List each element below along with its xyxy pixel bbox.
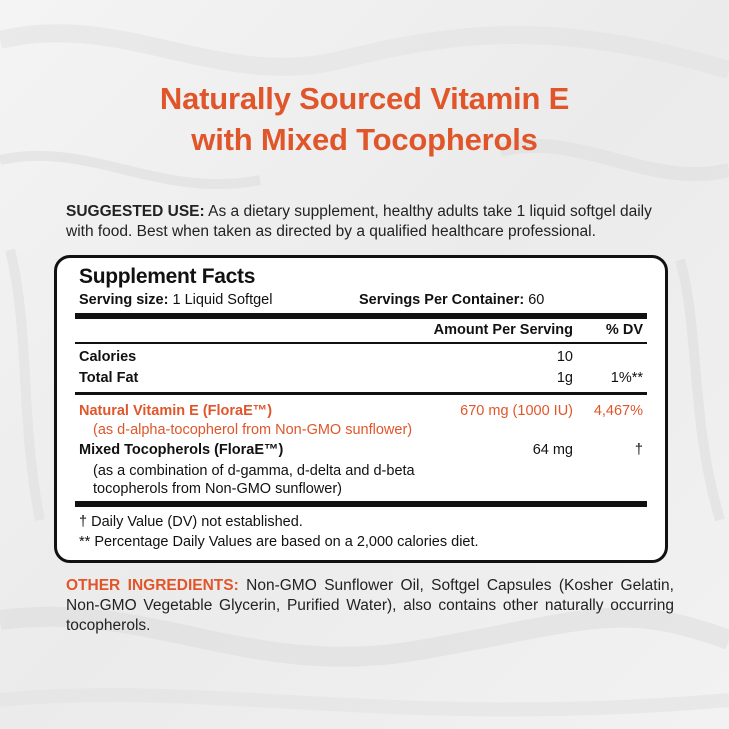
mixed-name: Mixed Tocopherols (FloraE™) [79,442,284,458]
mixed-dv: † [634,442,643,458]
page-title [0,78,729,160]
serving-info [79,292,643,308]
servings-label: Servings Per Container: [359,292,525,308]
serving-size-value: 1 Liquid Softgel [168,292,273,308]
calories-amount: 10 [556,349,573,365]
footnote-percentage: ** Percentage Daily Values are based on a 2,000 calories diet. [79,534,479,550]
divider-thick-bottom [75,501,647,507]
calories-name: Calories [79,349,137,365]
mixed-amount: 64 mg [532,442,573,458]
mixed-sub-2: tocopherols from Non-GMO sunflower) [93,481,342,497]
serving-size-label: Serving size: [79,292,169,308]
header-amount: Amount Per Serving [433,322,573,338]
servings-value: 60 [524,292,545,308]
supplement-facts-panel [54,255,668,563]
suggested-use-text: As a dietary supplement, healthy adults take 1 liquid softgel daily with food. Best when taken as directed by a qualified healthcare professional. [66,203,652,240]
divider-thick-top [75,313,647,319]
other-ingredients-text: Non-GMO Sunflower Oil, Softgel Capsules (Kosher Gelatin, Non-GMO Vegetable Glycerin, Purified Water), also contains other naturally occurring tocopherols. [66,577,674,634]
suggested-use-paragraph [66,202,678,242]
total-fat-name: Total Fat [79,370,139,386]
header-dv: % DV [605,322,643,338]
mixed-sub-1: (as a combination of d-gamma, d-delta and d-beta [93,463,415,479]
title-line-1: Naturally Sourced Vitamin E [159,81,570,116]
title-line-2: with Mixed Tocopherols [191,122,538,157]
other-ingredients-paragraph [66,576,674,636]
vitamin-e-dv: 4,467% [593,403,643,419]
divider-medium [75,392,647,395]
total-fat-dv: 1%** [610,370,643,386]
total-fat-amount: 1g [556,370,573,386]
footnote-dagger: † Daily Value (DV) not established. [79,514,303,530]
vitamin-e-amount: 670 mg (1000 IU) [460,403,573,419]
serving-size [79,292,272,308]
vitamin-e-sub: (as d-alpha-tocopherol from Non-GMO sunflower) [93,422,413,438]
vitamin-e-name: Natural Vitamin E (FloraE™) [79,403,273,419]
supplement-facts-title: Supplement Facts [79,265,256,288]
servings-per-container [359,292,544,308]
suggested-use-label: SUGGESTED USE: [66,203,205,220]
divider-thin [75,342,647,344]
other-ingredients-label: OTHER INGREDIENTS: [66,577,239,594]
